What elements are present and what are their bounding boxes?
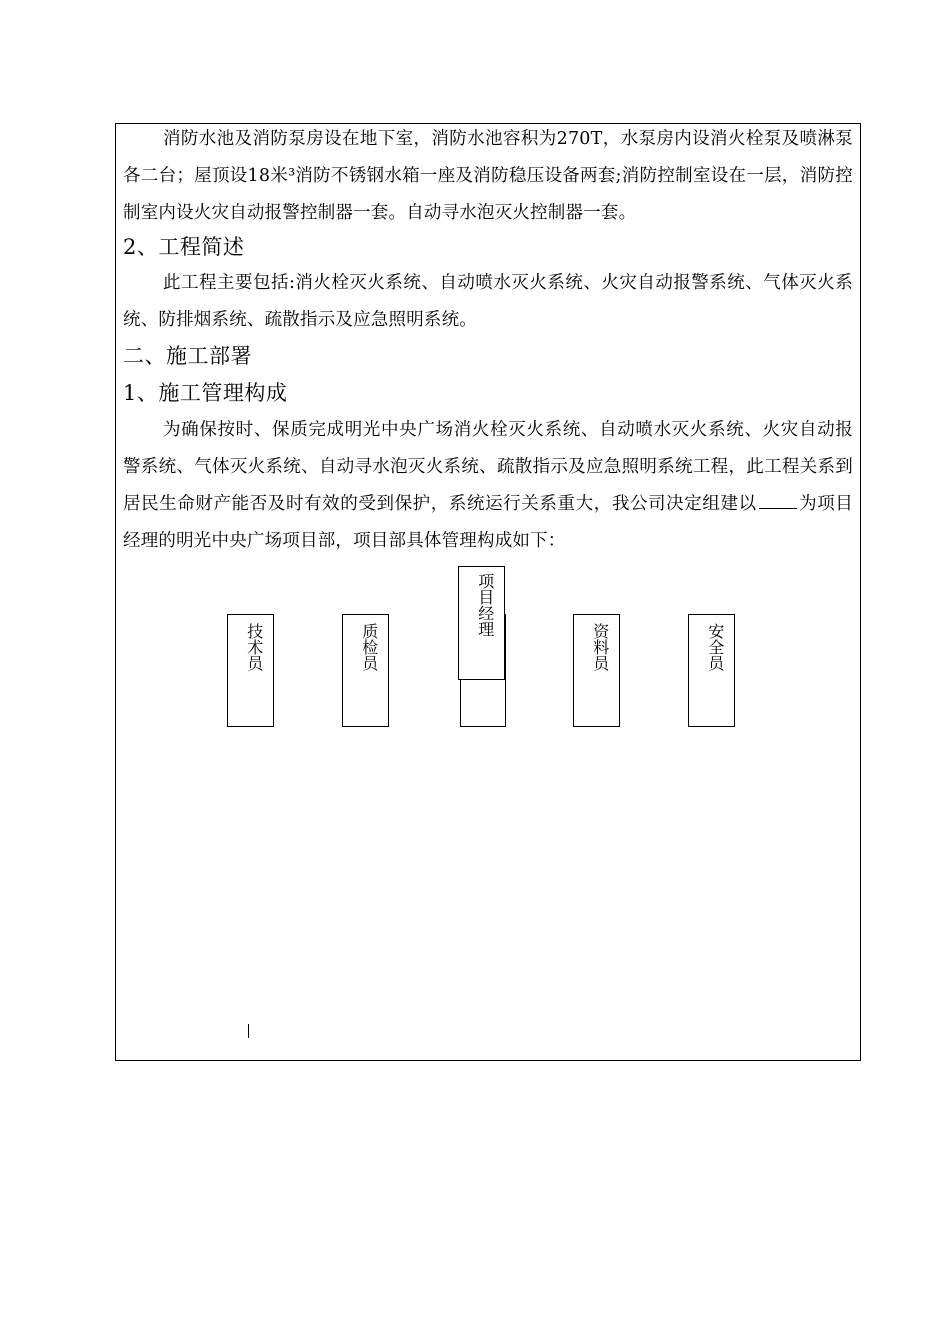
org-box-safety-officer <box>688 614 735 727</box>
section-2-heading: 2、工程简述 <box>123 235 245 259</box>
part-two-body <box>123 412 853 560</box>
org-label-technician: 技术员 <box>244 623 264 671</box>
part-two-subheading: 1、施工管理构成 <box>123 381 288 405</box>
section-2-body: 此工程主要包括:消火栓灭火系统、自动喷水灭火系统、火灾自动报警系统、气体灭火系统、防排烟系统、疏散指示及应急照明系统。 <box>123 273 853 330</box>
intro-paragraph: 消防水池及消防泵房设在地下室，消防水池容积为270T，水泵房内设消火栓泵及喷淋泵各二台；屋顶设18米³消防不锈钢水箱一座及消防稳压设备两套;消防控制室设在一层，消防控制室内设火灾自动报警控制器一套。自动寻水泡灭火控制器一套。 <box>123 129 853 223</box>
org-box-project-manager <box>458 566 505 680</box>
org-box-document-clerk <box>573 614 620 727</box>
org-box-technician <box>227 614 274 727</box>
part-two-body-after: 为项目经理的明光中央广场项目部，项目部具体管理构成如下： <box>123 494 854 551</box>
org-label-document-clerk: 资料员 <box>590 623 610 671</box>
part-two-body-before: 为确保按时、保质完成明光中央广场消火栓灭火系统、自动喷水灭火系统、火灾自动报警系统、气体灭火系统、自动寻水泡灭火系统、疏散指示及应急照明系统工程，此工程关系到居民生命财产能否及时有效的受到保护，系统运行关系重大，我公司决定组建以 <box>123 420 853 514</box>
org-box-quality-inspector <box>342 614 389 727</box>
part-two-heading: 二、施工部署 <box>123 344 252 368</box>
org-label-project-manager: 项目经理 <box>475 573 495 637</box>
text-cursor <box>248 1024 249 1038</box>
manager-name-blank <box>759 492 797 509</box>
org-label-safety-officer: 安全员 <box>705 623 725 671</box>
org-label-quality-inspector: 质检员 <box>359 623 379 671</box>
